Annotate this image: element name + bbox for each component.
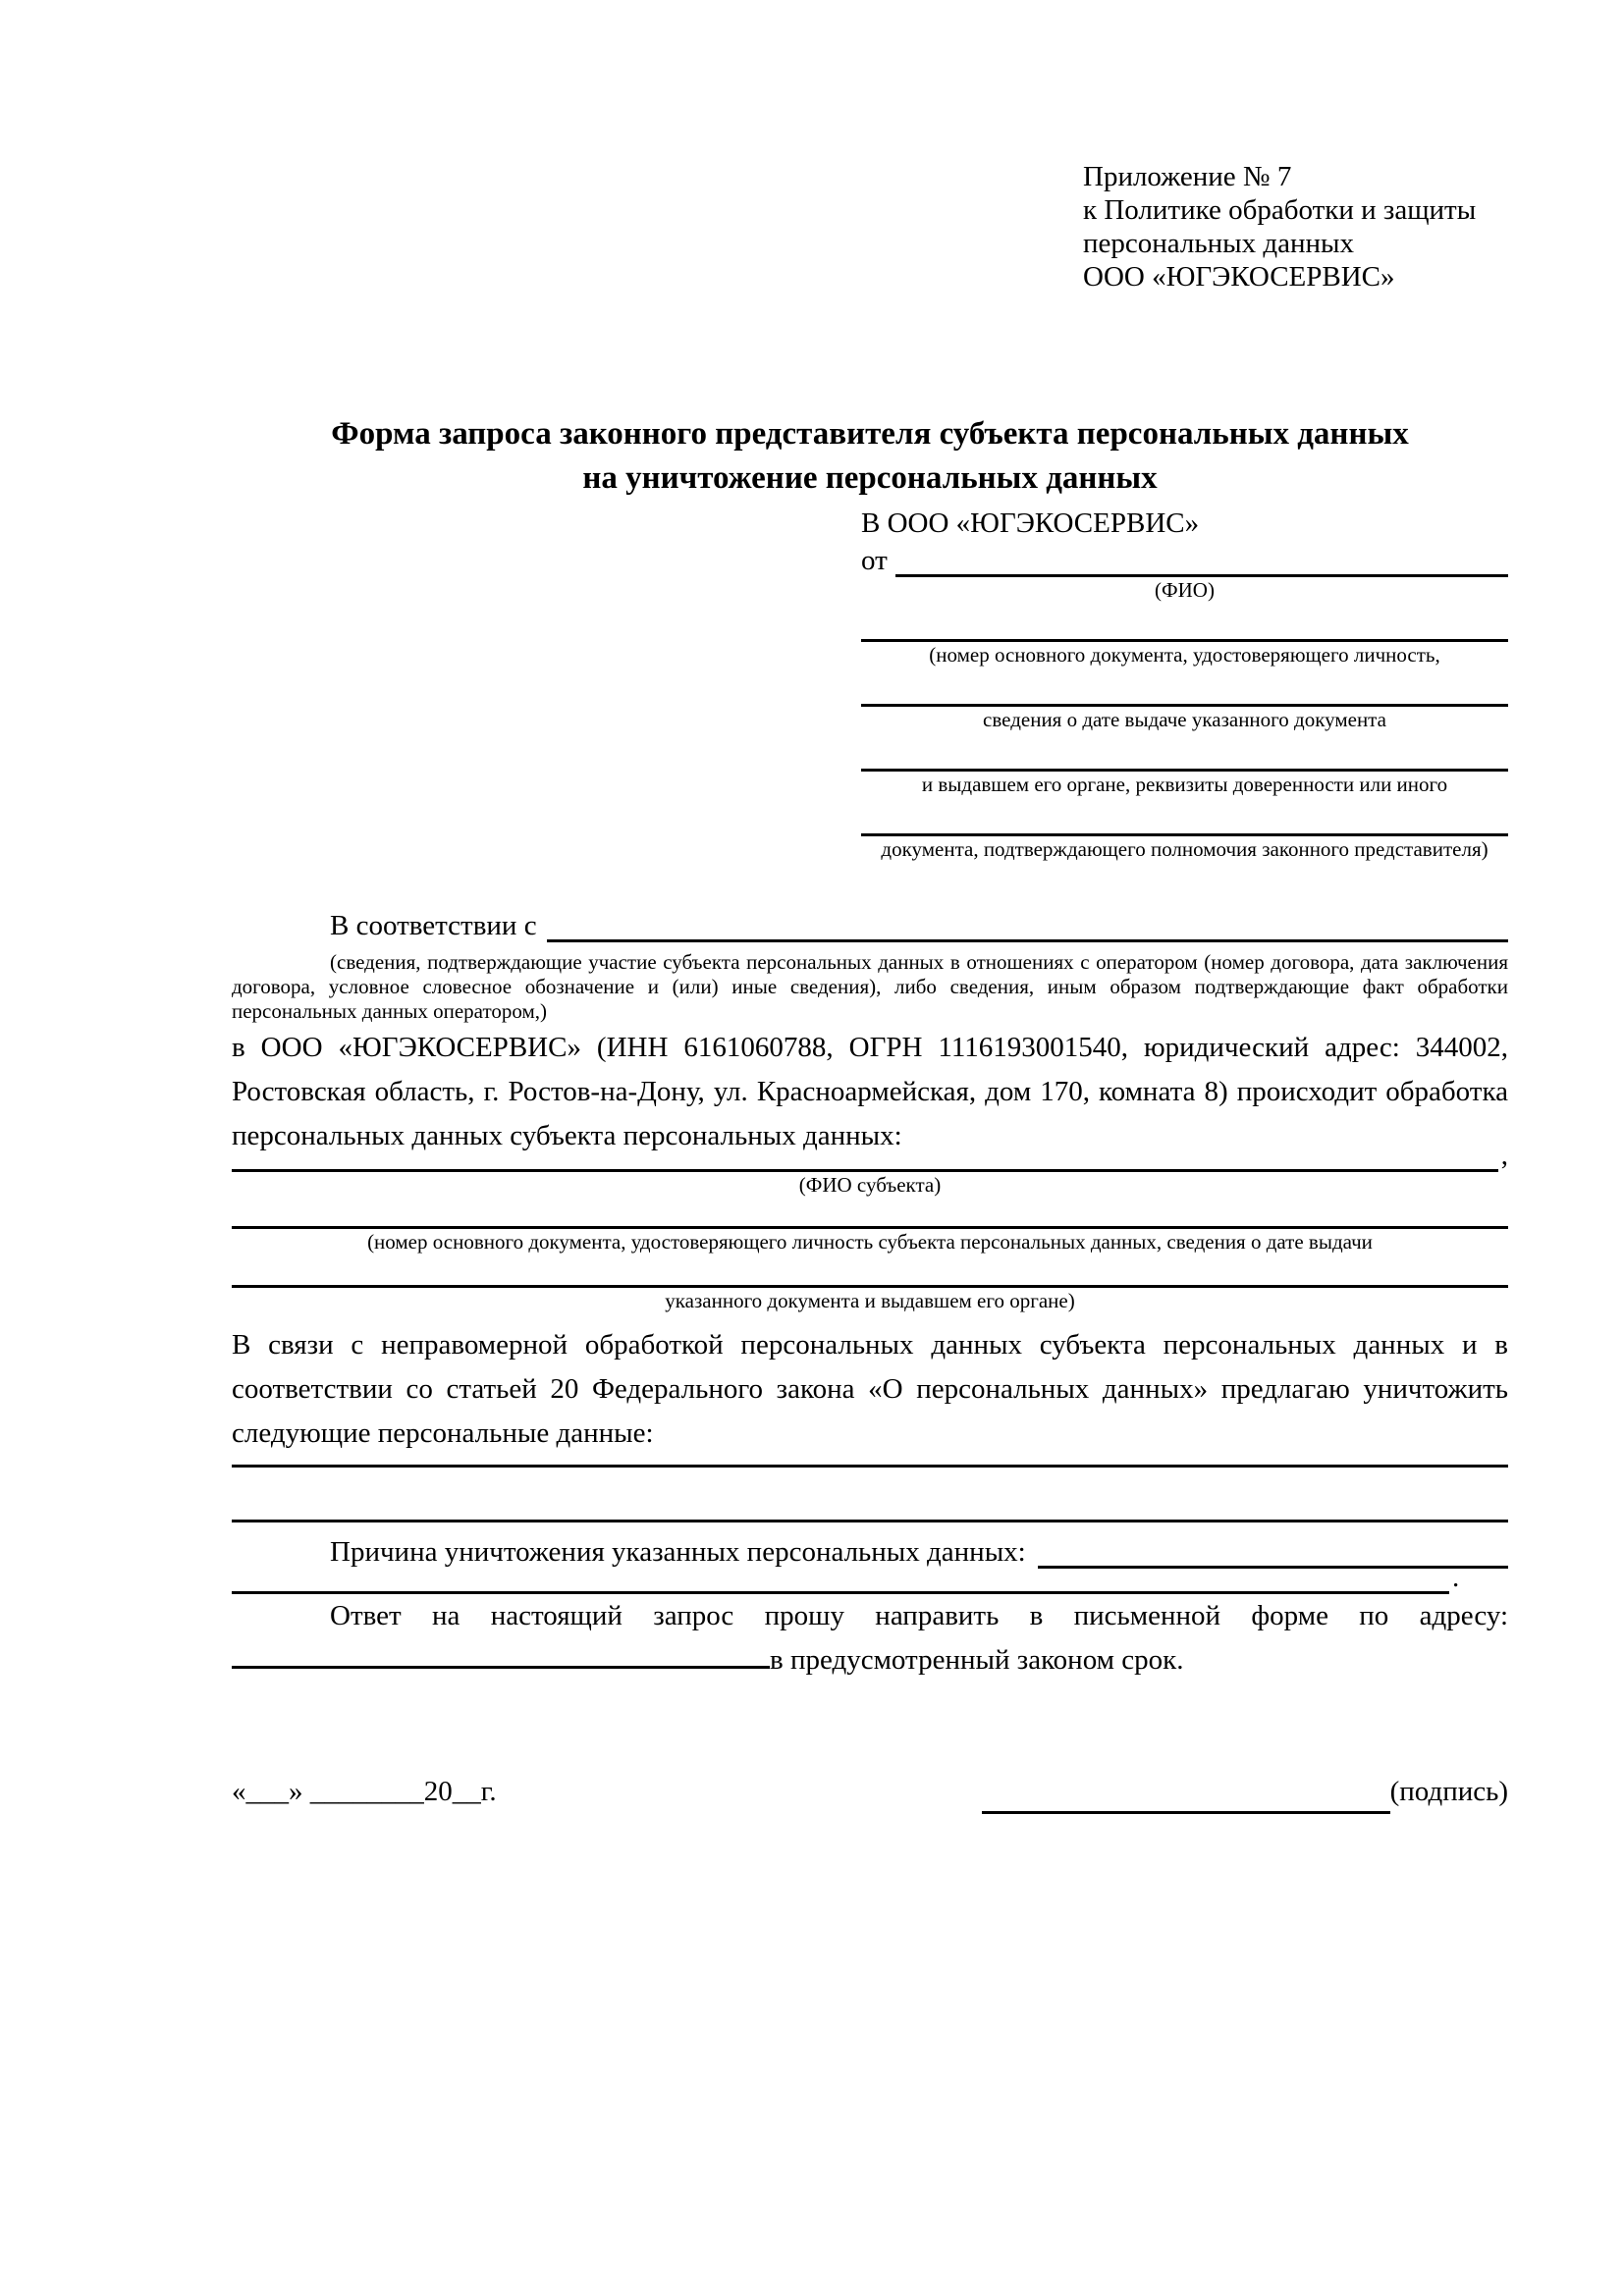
blank-field-row xyxy=(861,603,1508,642)
appendix-line: Приложение № 7 xyxy=(1083,161,1292,192)
operator-paragraph: в ООО «ЮГЭКОСЕРВИС» (ИНН 6161060788, ОГРН 1116193001540, юридический адрес: 344002, Ростовская область, г. Ростов-на-Дону, ул. Красноармейская, дом 170, комната 8) происходит обработка персональных данных субъекта персональных данных: xyxy=(232,1032,1508,1151)
address-fill-line xyxy=(232,1666,770,1669)
destroy-data-fill-line xyxy=(232,1465,1508,1468)
appendix-line: персональных данных xyxy=(1083,228,1355,259)
blank-field-row xyxy=(861,797,1508,836)
form-title-line2: на уничтожение персональных данных xyxy=(582,460,1158,496)
signature-area xyxy=(982,1770,1508,1814)
caption-doc3: и выдавшем его органе, реквизиты доверенности или иного xyxy=(921,773,1448,796)
accordance-fill-line xyxy=(547,939,1508,942)
subject-doc-caption1: (номер основного документа, удостоверяющего личность субъекта персональных данных, сведения о дате выдачи xyxy=(367,1230,1373,1254)
signature-caption: (подпись) xyxy=(1389,1776,1508,1807)
subject-fio-line-suffix: , xyxy=(1500,1140,1508,1171)
destroy-data-line-1 xyxy=(232,1456,1508,1468)
appendix-line: ООО «ЮГЭКОСЕРВИС» xyxy=(1083,261,1395,293)
caption-doc2: сведения о дате выдаче указанного документа xyxy=(983,708,1386,731)
accordance-note: (сведения, подтверждающие участие субъекта персональных данных в отношениях с оператором (номер договора, дата заключения договора, условное словесное обозначение и (или) иные сведения), либо сведения, иным образом подтверждающие факт обработки персональных данных оператором,) xyxy=(232,950,1508,1023)
appendix-line: к Политике обработки и защиты xyxy=(1083,194,1477,226)
accordance-label: В соответствии с xyxy=(330,910,537,941)
form-title-line1: Форма запроса законного представителя субъекта персональных данных xyxy=(331,416,1409,452)
reply-term-row xyxy=(232,1638,1508,1682)
destroy-data-line-2 xyxy=(232,1468,1508,1522)
blank-field-row xyxy=(861,732,1508,772)
subject-fio-line-row xyxy=(232,1140,1508,1172)
from-field-row xyxy=(861,538,1508,577)
subject-doc-line-row xyxy=(232,1255,1508,1288)
caption-fio: (ФИО) xyxy=(1155,578,1215,602)
reply-term-text: в предусмотренный законом срок. xyxy=(770,1644,1184,1676)
caption-doc1: (номер основного документа, удостоверяющего личность, xyxy=(929,643,1440,667)
page-content xyxy=(232,154,1508,1814)
reason-end-line-row xyxy=(232,1562,1508,1594)
subject-doc-line-row xyxy=(232,1198,1508,1229)
recipient-block xyxy=(861,501,1508,862)
reason-fill-line xyxy=(1038,1566,1508,1569)
from-label: от xyxy=(861,545,888,576)
request-paragraph: В связи с неправомерной обработкой персональных данных субъекта персональных данных и в соответствии со статьей 20 Федерального закона «О персональных данных» предлагаю уничтожить следующие персональные данные: xyxy=(232,1329,1508,1449)
subject-doc-caption2: указанного документа и выдавшем его органе) xyxy=(665,1289,1075,1312)
signature-row xyxy=(232,1770,1508,1814)
reply-paragraph: Ответ на настоящий запрос прошу направить в письменной форме по адресу: xyxy=(330,1600,1508,1631)
reason-end-suffix: . xyxy=(1452,1562,1460,1593)
form-title xyxy=(232,412,1508,501)
subject-fio-caption: (ФИО субъекта) xyxy=(798,1173,942,1197)
reason-row xyxy=(232,1522,1508,1569)
destroy-data-fill-line xyxy=(232,1520,1508,1522)
reason-label: Причина уничтожения указанных персональных данных: xyxy=(330,1536,1026,1568)
blank-field-row xyxy=(861,667,1508,707)
date-template: «___» ________20__г. xyxy=(232,1776,497,1807)
accordance-row xyxy=(232,897,1508,942)
signature-fill-line xyxy=(982,1774,1390,1814)
caption-doc4: документа, подтверждающего полномочия законного представителя) xyxy=(881,837,1489,861)
appendix-block xyxy=(1083,160,1508,294)
recipient-organization: В ООО «ЮГЭКОСЕРВИС» xyxy=(861,507,1200,539)
